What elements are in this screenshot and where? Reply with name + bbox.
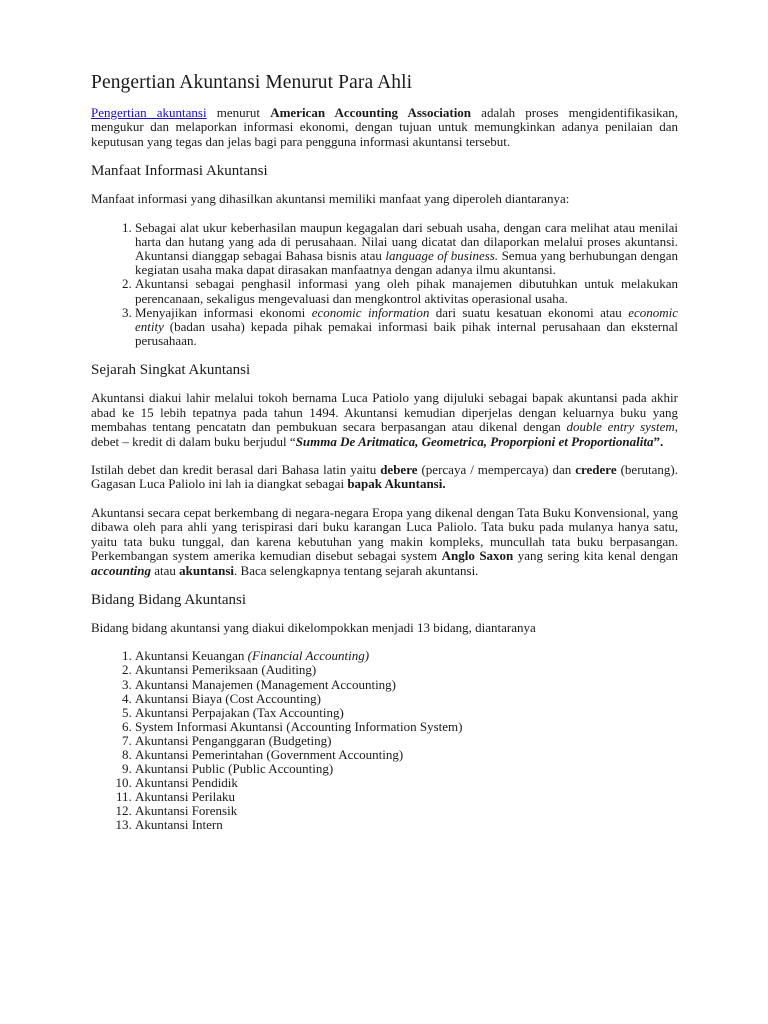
intro-paragraph — [91, 106, 678, 149]
list-item: 4. Akuntansi Biaya (Cost Accounting) — [135, 692, 678, 706]
sejarah-p2-text-c: (berutang). Gagasan Luca Paliolo ini lah ia diangkat sebagai — [91, 462, 678, 492]
bidang-item1-italic: (Financial Accounting) — [247, 648, 370, 664]
list-item: 10. Akuntansi Pendidik — [135, 776, 678, 790]
list-item — [135, 306, 678, 349]
sejarah-p3-bold-italic: accounting — [91, 562, 151, 578]
sejarah-p2-text: Istilah debet dan kredit berasal dari Bahasa latin yaitu — [91, 462, 381, 478]
bidang-heading: Bidang Bidang Akuntansi — [91, 591, 246, 608]
list-item — [135, 649, 678, 663]
sejarah-p2-text-b: (percaya / mempercaya) dan — [417, 462, 576, 478]
manfaat-lead: Manfaat informasi yang dihasilkan akuntansi memiliki manfaat yang diperoleh diantaranya: — [91, 191, 570, 207]
list-item: 9. Akuntansi Public (Public Accounting) — [135, 762, 678, 776]
list-item: 6. System Informasi Akuntansi (Accounting Information System) — [135, 720, 678, 734]
manfaat-heading: Manfaat Informasi Akuntansi — [91, 163, 268, 180]
sejarah-p1-text: Akuntansi diakui lahir melalui tokoh bernama Luca Patiolo yang dijuluki sebagai bapak akuntansi pada akhir abad ke 15 lebih tepatnya pada tahun 1494. Akuntansi kemudian diperjelas dengan keluarnya buku yang membahas tentang pencatatn dan pembukuan secara berpasangan atau dikenal dengan — [91, 390, 678, 435]
manfaat-item3-text-b: dari suatu kesatuan ekonomi atau — [429, 304, 629, 320]
intro-org-name: American Accounting Association — [270, 105, 472, 120]
sejarah-p1-text-c: ”. — [653, 433, 664, 449]
list-item — [135, 221, 678, 278]
bidang-lead: Bidang bidang akuntansi yang diakui dikelompokkan menjadi 13 bidang, diantaranya — [91, 619, 536, 635]
list-item: 11. Akuntansi Perilaku — [135, 790, 678, 804]
bidang-list — [91, 649, 678, 832]
sejarah-paragraph-3 — [91, 506, 678, 578]
manfaat-list — [91, 221, 678, 349]
sejarah-p3-bold2: akuntansi — [179, 562, 235, 578]
list-item: 2. Akuntansi sebagai penghasil informasi yang oleh pihak manajemen dibutuhkan untuk melakukan perencanaan, sekaligus mengevaluasi dan mengkontrol aktivitas operasional usaha. — [135, 277, 678, 305]
intro-text-2: adalah proses mengidentifikasikan, mengukur dan melaporkan informasi ekonomi, dengan tujuan untuk memungkinkan adanya penilaian dan keputusan yang tegas dan jelas bagi para pengguna informasi akuntansi tersebut. — [91, 105, 678, 149]
sejarah-p3-text-b: yang sering kita kenal dengan — [513, 548, 678, 564]
sejarah-paragraph-2 — [91, 463, 678, 492]
list-item: 8. Akuntansi Pemerintahan (Government Accounting) — [135, 748, 678, 762]
sejarah-p2-bold3: bapak Akuntansi. — [347, 476, 446, 492]
sejarah-p1-italic: double entry system — [566, 419, 675, 435]
sejarah-p2-bold1: debere — [380, 462, 418, 478]
sejarah-heading: Sejarah Singkat Akuntansi — [91, 362, 251, 379]
sejarah-p3-text: Akuntansi secara cepat berkembang di negara-negara Eropa yang dikenal dengan Tata Buku Konvensional, yang dibawa oleh para ahli yang terispirasi dari buku karangan Luca Paliolo. Tata buku pada mulanya hanya satu, yaitu tata buku tunggal, dan karena kebutuhan yang makin kompleks, muncullah tata buku berpasangan. Perkembangan system amerika kemudian disebut sebagai system — [91, 504, 678, 564]
pengertian-akuntansi-link[interactable]: Pengertian akuntansi — [91, 105, 207, 120]
page-title: Pengertian Akuntansi Menurut Para Ahli — [91, 72, 413, 93]
sejarah-p1-text-b: , debet – kredit di dalam buku berjudul “ — [91, 419, 678, 449]
sejarah-p2-bold2: credere — [575, 462, 617, 478]
manfaat-item3-italic1: economic information — [311, 304, 430, 320]
sejarah-p3-text-c: atau — [150, 562, 180, 578]
manfaat-item1-italic: language of business. — [385, 248, 499, 264]
list-item: 5. Akuntansi Perpajakan (Tax Accounting) — [135, 706, 678, 720]
sejarah-p1-book-title: Summa De Aritmatica, Geometrica, Proporpioni et Proportionalita — [295, 433, 654, 449]
manfaat-item1-text: Sebagai alat ukur keberhasilan maupun kegagalan dari sebuah usaha, dengan cara melihat atau menilai harta dan hutang yang ada di perusahaan. Nilai uang dicatat dan dilaporkan melalui proses akuntansi. Akuntansi dianggap sebagai Bahasa bisnis atau — [135, 219, 678, 264]
list-item: 2. Akuntansi Pemeriksaan (Auditing) — [135, 663, 678, 677]
manfaat-item1-text-b: Semua yang berhubungan dengan kegiatan usaha maka dapat dirasakan manfaatnya dengan adanya ilmu akuntansi. — [135, 248, 679, 278]
manfaat-item3-text-c: (badan usaha) kepada pihak pemakai informasi baik pihak internal perusahaan dan eksternal perusahaan. — [135, 319, 678, 349]
list-item: 7. Akuntansi Penganggaran (Budgeting) — [135, 734, 678, 748]
manfaat-item3-text: Menyajikan informasi ekonomi — [135, 304, 312, 320]
bidang-item1-text: Akuntansi Keuangan — [135, 648, 248, 664]
manfaat-item3-italic2: economic entity — [135, 304, 678, 335]
intro-text-1: menurut — [206, 105, 271, 120]
list-item: 13. Akuntansi Intern — [135, 818, 678, 832]
sejarah-paragraph-1 — [91, 391, 678, 449]
list-item: 12. Akuntansi Forensik — [135, 804, 678, 818]
sejarah-p3-text-d: . Baca selengkapnya tentang sejarah akuntansi. — [234, 562, 479, 578]
list-item: 3. Akuntansi Manajemen (Management Accounting) — [135, 678, 678, 692]
sejarah-p3-bold1: Anglo Saxon — [441, 548, 514, 564]
